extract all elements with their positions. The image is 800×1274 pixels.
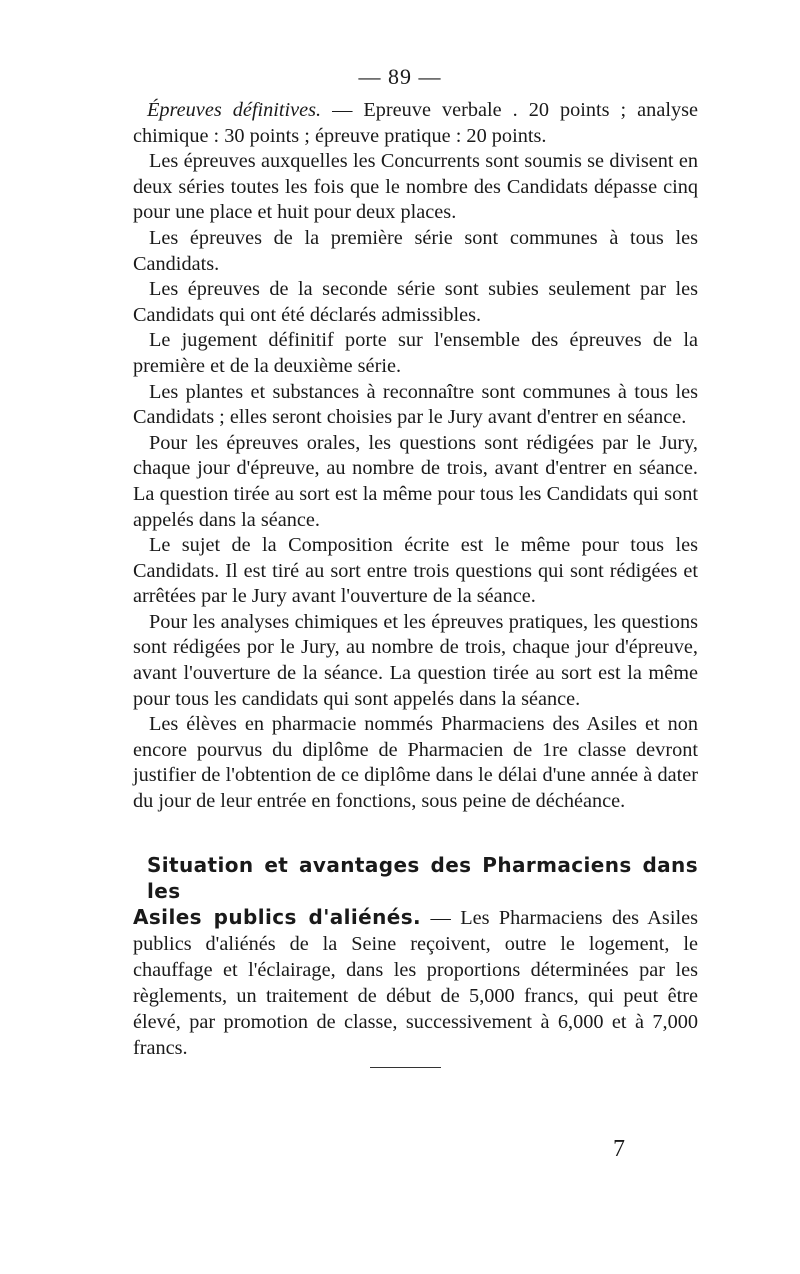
paragraph-lead: Épreuves définitives. [147,99,322,121]
section-situation-pharmaciens [133,852,698,1061]
paragraph: Les épreuves de la première série sont communes à tous les Candidats. [133,226,698,275]
paragraph: Le jugement définitif porte sur l'ensemble des épreuves de la première et de la deuxième série. [133,329,698,377]
paragraph: Le sujet de la Composition écrite est le même pour tous les Candidats. Il est tiré au sort entre trois questions qui sont rédigées et arrêtées par le Jury avant l'ouverture de la séance. [133,534,698,608]
section-heading: Situation et avantages des Pharmaciens dans les [147,853,698,903]
paragraph: Les épreuves auxquelles les Concurrents sont soumis se divisent en deux séries toutes les fois que le nombre des Candidats dépasse cinq pour une place et huit pour deux places. [133,150,698,224]
paragraph-epreuves-definitives [133,98,698,149]
section-paragraph [133,904,698,1061]
paragraph: Les plantes et substances à reconnaître sont communes à tous les Candidats ; elles seront choisies par le Jury avant d'entrer en séance. [133,380,698,429]
signature-mark: 7 [613,1136,625,1162]
section-text: — Les Pharmaciens des Asiles publics d'aliénés de la Seine reçoivent, outre le logement, le chauffage et l'éclairage, dans les proportions déterminées par les règlements, un traitement de début de 5,000 francs, qui peut être élevé, par promotion de classe, successivement à 6,000 et à 7,000 francs. [133,907,698,1059]
paragraph: Pour les épreuves orales, les questions sont rédigées par le Jury, chaque jour d'épreuve, au nombre de trois, avant d'entrer en séance. La question tirée au sort est la même pour tous les Candidats qui sont appelés dans la séance. [133,431,698,531]
regulations-text [133,98,698,815]
closing-rule [370,1067,441,1068]
paragraph-text: — Epreuve verbale . 20 points ; analyse chimique : 30 points ; épreuve pratique : 20 points. [133,99,698,147]
paragraph: Pour les analyses chimiques et les épreuves pratiques, les questions sont rédigées por le Jury, au nombre de trois, chaque jour d'épreuve, avant l'ouverture de la séance. La question tirée au sort est la même pour tous les candidats qui sont appelés dans la séance. [133,610,698,710]
paragraph: Les élèves en pharmacie nommés Pharmaciens des Asiles et non encore pourvus du diplôme de Pharmacien de 1re classe devront justifier de l'obtention de ce diplôme dans le délai d'une année à dater du jour de leur entrée en fonctions, sous peine de déchéance. [133,713,698,813]
page-number: — 89 — [358,64,442,89]
section-heading-continued: Asiles publics d'aliénés. [133,905,422,929]
paragraph: Les épreuves de la seconde série sont subies seulement par les Candidats qui ont été déclarés admissibles. [133,278,698,326]
